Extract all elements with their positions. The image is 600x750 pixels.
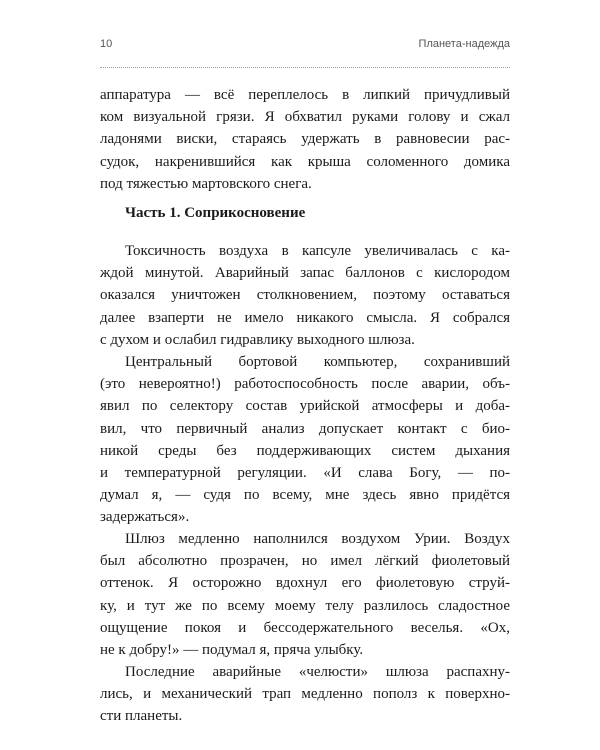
text-line: судок, накренившийся как крыша соломенного домика <box>100 153 510 170</box>
text-line: вил, что первичный анализ допускает контакт с био- <box>100 420 510 437</box>
text-line: Центральный бортовой компьютер, сохранивший <box>125 354 510 370</box>
text-line: лись, и механический трап медленно пополз к поверхно- <box>100 686 510 703</box>
paragraph-4 <box>100 661 510 728</box>
text-line: был абсолютно прозрачен, но имел лёгкий фиолетовый <box>100 553 510 570</box>
text-line: не к добру!» — подумал я, пряча улыбку. <box>100 641 364 658</box>
text-line: думал я, — судя по всему, мне здесь явно придётся <box>100 487 510 504</box>
header-divider <box>100 67 510 68</box>
text-line: Последние аварийные «челюсти» шлюза распахну- <box>125 664 510 680</box>
text-line: явил по селектору состав урийской атмосферы и доба- <box>100 398 510 415</box>
text-line: аппаратура — всё переплелось в липкий причудливый <box>100 87 510 103</box>
text-line: под тяжестью мартовского снега. <box>100 175 312 192</box>
text-line: (это невероятно!) работоспособность после аварии, объ- <box>100 376 510 393</box>
page-number: 10 <box>100 38 113 50</box>
text-line: оттенок. Я осторожно вдохнул его фиолетовую струй- <box>100 575 510 592</box>
running-title: Планета-надежда <box>418 38 510 50</box>
paragraph-3 <box>100 528 510 661</box>
text-line: никой среды без поддерживающих систем дыхания <box>100 442 510 459</box>
page-header <box>100 38 510 54</box>
paragraph-1 <box>100 240 510 351</box>
section-heading: Часть 1. Соприкосновение <box>125 205 306 221</box>
text-line: с духом и ослабил гидравлику выходного шлюза. <box>100 331 415 348</box>
text-line: ощущение покоя и бессодержательного веселья. «Ох, <box>100 619 510 636</box>
text-line: ладонями виски, стараясь удержать в равновесии рас- <box>100 131 510 148</box>
text-line: сти планеты. <box>100 708 183 725</box>
text-line: ждой минутой. Аварийный запас баллонов с кислородом <box>100 265 510 282</box>
text-line: задержаться». <box>100 509 190 526</box>
text-line: Шлюз медленно наполнился воздухом Урии. Воздух <box>125 531 510 547</box>
intro-paragraph <box>100 84 510 195</box>
text-line: ком визуальной грязи. Я обхватил руками голову и сжал <box>100 109 510 126</box>
text-line: далее взаперти не имело никакого смысла. Я собрался <box>100 309 510 326</box>
text-line: ку, и тут же по всему моему телу разлилось сладостное <box>100 597 510 614</box>
paragraph-2 <box>100 351 510 529</box>
text-line: оказался уничтожен столкновением, поэтому оставаться <box>100 287 510 304</box>
text-line: и температурной регуляции. «И слава Богу, — по- <box>100 464 510 481</box>
text-line: Токсичность воздуха в капсуле увеличивалась с ка- <box>125 243 510 259</box>
